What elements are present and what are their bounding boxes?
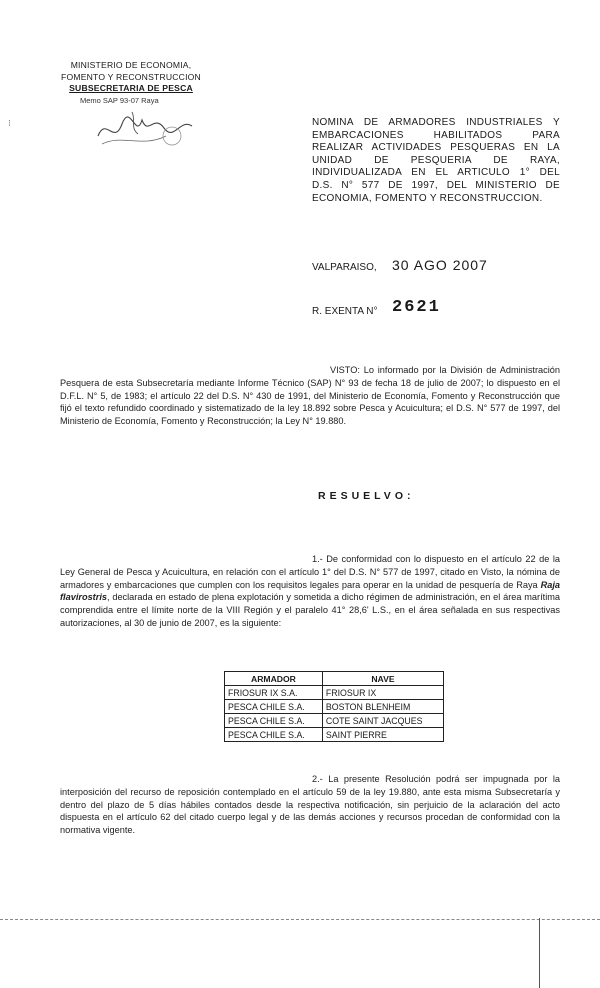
title-line: NOMINA DE ARMADORES INDUSTRIALES Y: [312, 117, 560, 128]
ministry-header: [46, 60, 216, 95]
visto-paragraph: [60, 364, 560, 428]
species-name: Raja flavirostris: [60, 579, 560, 603]
column-header-nave: NAVE: [322, 672, 443, 686]
cell-nave: COTE SAINT JACQUES: [322, 714, 443, 728]
table-row: [225, 686, 444, 700]
point-1-text-b: , declarada en estado de plena explotación y sometida a dicho régimen de administración, en el área marítima comprendida entre el límite norte de la VIII Región y el paralelo 41° 28,6' L.S., en el área señalada en sus respectivas autorizaciones, al 30 de junio de 2007, es la siguiente:: [60, 592, 560, 628]
title-line: INDIVIDUALIZADA EN EL ARTICULO 1° DEL: [312, 167, 560, 179]
point-2-paragraph: [60, 773, 560, 837]
cell-nave: BOSTON BLENHEIM: [322, 700, 443, 714]
cell-armador: PESCA CHILE S.A.: [225, 714, 323, 728]
cell-armador: FRIOSUR IX S.A.: [225, 686, 323, 700]
armadores-table: [224, 671, 444, 742]
margin-line: [539, 918, 540, 988]
resolution-title: [312, 117, 560, 205]
table-row: [225, 700, 444, 714]
ministry-line-1: MINISTERIO DE ECONOMIA,: [70, 60, 192, 70]
visto-text: Lo informado por la División de Administración Pesquera de esta Subsecretaría mediante Informe Técnico (SAP) N° 93 de fecha 18 de julio de 2007; lo dispuesto en el D.F.L. N° 5, de 1983; el artículo 22 del D.S. N° 430 de 1991, del Ministerio de Economía, Fomento y Reconstrucción que fijó el texto refundido coordinado y sistematizado de la ley 18.892 sobre Pesca y Acuicultura; el D.S. N° 577 de 1997, del Ministerio de Economía, Fomento y Reconstrucción; la Ley N° 19.880.: [60, 365, 560, 427]
resolution-label: R. EXENTA N°: [312, 306, 378, 317]
table-header-row: [225, 672, 444, 686]
handwritten-signature: [92, 106, 202, 154]
column-header-armador: ARMADOR: [225, 672, 323, 686]
title-line: ECONOMIA, FOMENTO Y RECONSTRUCCION.: [312, 192, 543, 204]
page-divider: [0, 919, 600, 920]
resuelvo-heading: RESUELVO:: [318, 490, 415, 502]
point-2-text: La presente Resolución podrá ser impugnada por la interposición del recurso de reposición contemplado en el artículo 59 de la ley 19.880, ante esta misma Subsecretaría y dentro del plazo de 5 días hábiles contados desde la respectiva notificación, sin perjuicio de la aclaración del acto dispuesta en el artículo 62 del citado cuerpo legal y de las demás acciones y recursos procedan de conformidad con la normativa vigente.: [60, 774, 560, 836]
point-1-text-a: De conformidad con lo dispuesto en el artículo 22 de la Ley General de Pesca y Acuicultura, en relación con el artículo 1° del D.S. N° 577 de 1997, citado en Visto, la nómina de armadores y embarcaciones que cumplen con los requisitos legales para operar en la unidad de pesquería de Raya: [60, 554, 560, 590]
date-stamp: 30 AGO 2007: [392, 257, 488, 273]
resolution-number: 2621: [392, 298, 441, 317]
title-line: UNIDAD DE PESQUERIA DE RAYA,: [312, 154, 560, 166]
cell-nave: FRIOSUR IX: [322, 686, 443, 700]
memo-reference: Memo SAP 93-07 Raya: [80, 96, 159, 105]
subsecretaria-line: SUBSECRETARIA DE PESCA: [69, 83, 193, 94]
title-line: REALIZAR ACTIVIDADES PESQUERAS EN LA: [312, 142, 560, 154]
title-line: EMBARCACIONES HABILITADOS PARA: [312, 129, 560, 141]
point-1-number: 1.-: [312, 554, 323, 564]
ministry-line-2: FOMENTO Y RECONSTRUCCION: [61, 71, 201, 82]
table-row: [225, 728, 444, 742]
cell-armador: PESCA CHILE S.A.: [225, 728, 323, 742]
visto-lead: VISTO:: [330, 365, 360, 375]
cell-armador: PESCA CHILE S.A.: [225, 700, 323, 714]
point-1-paragraph: [60, 553, 560, 630]
cell-nave: SAINT PIERRE: [322, 728, 443, 742]
table-row: [225, 714, 444, 728]
place-label: VALPARAISO,: [312, 262, 377, 273]
title-line: D.S. N° 577 DE 1997, DEL MINISTERIO DE: [312, 179, 560, 191]
point-2-number: 2.-: [312, 774, 323, 784]
scan-mark: ⁝: [8, 118, 11, 128]
